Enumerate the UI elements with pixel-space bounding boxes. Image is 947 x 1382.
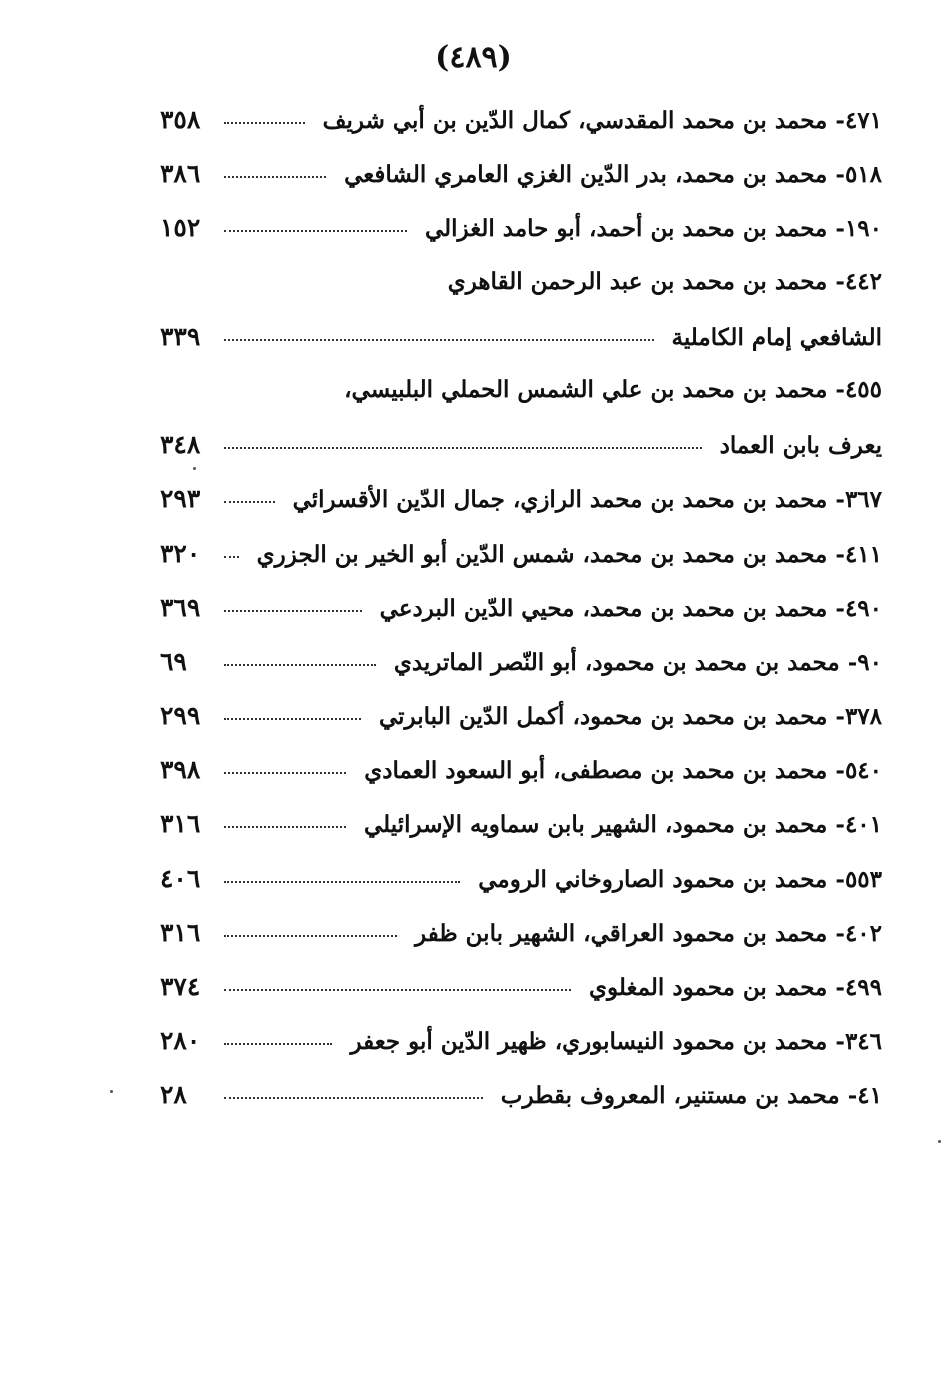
index-entry [160,864,882,918]
index-entry [160,701,882,755]
entry-text: ٤٩٠- محمد بن محمد بن محمد، محيي الدّين البردعي [379,594,882,622]
index-entry [160,159,882,213]
entry-text: ٤٧١- محمد بن محمد المقدسي، كمال الدّين بن أبي شريف [322,107,882,134]
index-entry [160,430,882,484]
dot-leader [224,1043,332,1045]
index-entry [160,755,882,809]
entry-page-number: ٣٧٤ [160,972,201,1001]
index-entry [160,1026,882,1080]
entry-text: ٤٤٢- محمد بن محمد بن عبد الرحمن القاهري [447,267,882,295]
dot-leader [224,772,346,774]
dot-leader [224,664,376,666]
entry-text: ٤٠٢- محمد بن محمود العراقي، الشهير بابن ظفر [415,919,882,947]
scan-speck [110,1090,113,1093]
scan-speck [193,467,196,470]
entry-text: ٣٦٧- محمد بن محمد بن محمد الرازي، جمال الدّين الأقسرائي [292,486,882,514]
scan-speck [938,1140,941,1143]
dot-leader [224,935,397,937]
dot-leader [224,1097,483,1099]
index-entry [160,213,882,267]
index-entry [160,268,882,322]
index-entry [160,647,882,701]
index-entry [160,972,882,1026]
entry-text: ١٩٠- محمد بن محمد بن أحمد، أبو حامد الغزالي [424,215,882,243]
entry-page-number: ٣٩٨ [160,755,201,785]
entry-text: ٤١١- محمد بن محمد بن محمد، شمس الدّين أبو الخير بن الجزري [256,540,882,568]
entry-page-number: ٤٠٦ [160,863,201,893]
entry-page-number: ٣٥٨ [160,105,201,134]
dot-leader [224,230,407,232]
entry-page-number: ٢٨ [160,1080,187,1110]
page-number: (٤٨٩) [435,40,512,75]
dot-leader [224,826,346,828]
entry-text: ٩٠- محمد بن محمد بن محمود، أبو النّصر الماتريدي [393,648,882,676]
entry-page-number: ٣١٦ [160,809,201,839]
entry-page-number: ٦٩ [160,646,187,676]
entry-text: ٣٤٦- محمد بن محمود النيسابوري، ظهير الدّين أبو جعفر [350,1028,882,1056]
dot-leader [224,556,239,558]
entry-page-number: ٣٣٩ [160,321,201,351]
index-entry [160,918,882,972]
dot-leader [224,610,362,612]
entry-page-number: ٣٤٨ [160,430,201,460]
index-entry [160,593,882,647]
dot-leader [224,447,702,449]
entry-text: ٤٠١- محمد بن محمود، الشهير بابن سماويه الإسرائيلي [364,811,882,839]
index-entry [160,376,882,430]
dot-leader [224,718,361,720]
entry-text: الشافعي إمام الكاملية [671,323,882,351]
entry-page-number: ٣٨٦ [160,159,201,189]
entry-page-number: ٢٩٣ [160,484,201,514]
entry-page-number: ٣٦٩ [160,592,201,622]
dot-leader [224,989,571,991]
dot-leader [224,176,326,178]
dot-leader [224,122,305,124]
entry-text: ٥٤٠- محمد بن محمد بن مصطفى، أبو السعود العمادي [364,757,882,785]
entry-text: ٤٩٩- محمد بن محمود المغلوي [589,974,882,1001]
index-entry [160,484,882,538]
entry-text: يعرف بابن العماد [719,432,882,460]
dot-leader [224,339,654,341]
index-entry [160,322,882,376]
entry-page-number: ١٥٢ [160,213,201,243]
dot-leader [224,881,460,883]
entry-text: ٥١٨- محمد بن محمد، بدر الدّين الغزي العامري الشافعي [344,161,882,189]
entry-text: ٤٥٥- محمد بن محمد بن علي الشمس الحملي البلبيسي، [344,375,882,403]
entry-page-number: ٣٢٠ [160,538,201,568]
entry-page-number: ٣١٦ [160,917,201,947]
entry-text: ٣٧٨- محمد بن محمد بن محمود، أكمل الدّين البابرتي [378,703,882,731]
entry-text: ٤١- محمد بن مستنير، المعروف بقطرب [500,1082,882,1110]
dot-leader [224,501,275,503]
index-entry [160,105,882,159]
index-entry [160,539,882,593]
entry-text: ٥٥٣- محمد بن محمود الصاروخاني الرومي [478,865,882,893]
entry-page-number: ٢٩٩ [160,701,201,731]
index-entry [160,1080,882,1134]
entry-page-number: ٢٨٠ [160,1026,201,1056]
index-entry [160,809,882,863]
index-list [160,105,882,1135]
